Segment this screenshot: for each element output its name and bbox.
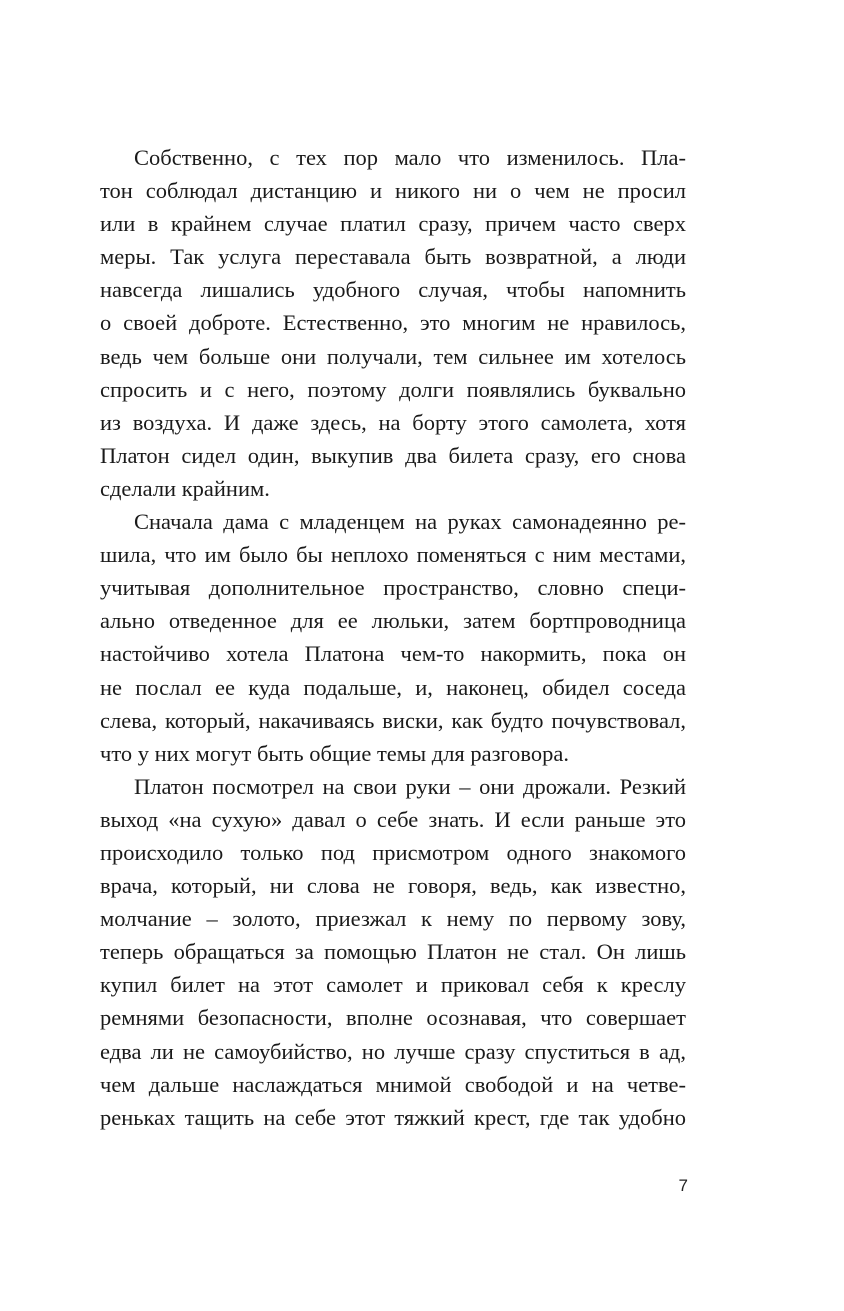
text-line: шила, что им было бы неплохо поменяться с ним местами,	[100, 542, 686, 568]
text-line: учитывая дополнительное пространство, словно специ-	[100, 575, 686, 601]
text-line: навсегда лишались удобного случая, чтобы напомнить	[100, 277, 686, 303]
text-line: ремнями безопасности, вполне осознавая, что совершает	[100, 1005, 686, 1031]
page-number: 7	[678, 1176, 688, 1195]
text-line: ведь чем больше они получали, тем сильнее им хотелось	[100, 343, 686, 369]
text-line: купил билет на этот самолет и приковал себя к креслу	[100, 972, 686, 998]
text-line: что у них могут быть общие темы для разговора.	[100, 740, 570, 766]
text-line: слева, который, накачиваясь виски, как будто почувствовал,	[100, 707, 686, 733]
text-line: меры. Так услуга переставала быть возвратной, а люди	[100, 244, 686, 270]
text-line: теперь обращаться за помощью Платон не стал. Он лишь	[100, 939, 686, 965]
body-text	[100, 141, 686, 1134]
text-line: Платон посмотрел на свои руки – они дрожали. Резкий	[134, 773, 686, 799]
text-line: или в крайнем случае платил сразу, причем часто сверх	[100, 211, 686, 237]
text-line: тон соблюдал дистанцию и никого ни о чем не просил	[100, 178, 686, 204]
text-line: спросить и с него, поэтому долги появлялись буквально	[100, 376, 686, 402]
text-line: чем дальше наслаждаться мнимой свободой и на четве-	[100, 1071, 686, 1097]
text-line: Собственно, с тех пор мало что изменилось. Пла-	[134, 145, 686, 170]
text-line: сделали крайним.	[100, 475, 270, 501]
text-line: Сначала дама с младенцем на руках самонадеянно ре-	[134, 509, 686, 535]
text-line: о своей доброте. Естественно, это многим не нравилось,	[100, 310, 686, 336]
text-line: из воздуха. И даже здесь, на борту этого самолета, хотя	[100, 409, 686, 435]
text-line: ально отведенное для ее люльки, затем бортпроводница	[100, 608, 686, 634]
text-line: едва ли не самоубийство, но лучше сразу спуститься в ад,	[100, 1038, 686, 1064]
text-line: реньках тащить на себе этот тяжкий крест, где так удобно	[100, 1104, 686, 1130]
text-line: молчание – золото, приезжал к нему по первому зову,	[100, 906, 686, 932]
text-line: Платон сидел один, выкупив два билета сразу, его снова	[100, 442, 686, 468]
text-line: выход «на сухую» давал о себе знать. И если раньше это	[100, 806, 686, 832]
text-line: происходило только под присмотром одного знакомого	[100, 839, 686, 865]
text-line: врача, который, ни слова не говоря, ведь, как известно,	[100, 873, 686, 899]
text-line: не послал ее куда подальше, и, наконец, обидел соседа	[100, 674, 686, 700]
text-line: настойчиво хотела Платона чем-то накормить, пока он	[100, 641, 686, 667]
